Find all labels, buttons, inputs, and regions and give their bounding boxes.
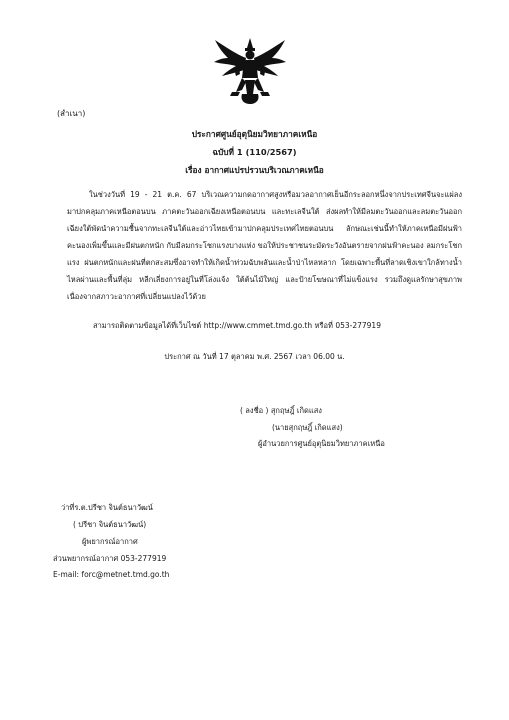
announcement-subject: เรื่อง อากาศแปรปรวนบริเวณภาคเหนือ — [185, 165, 324, 175]
announcement-body: ในช่วงวันที่ 19 - 21 ต.ค. 67 บริเวณความกดอากาศสูงหรือมวลอากาศเย็นอีกระลอกหนึ่งจากประเทศจีนจะแผ่ลงมาปกคลุมภาคเหนือตอนบน ภาคตะวันออกเฉียงเหนือตอนบน และทะเลจีนใต้ ส่งผลทำให้มีลมตะวันออกและลมตะวันออกเฉียงใต้พัดนำความชื้นจากทะเลจีนใต้และอ่าวไทยเข้ามาปกคลุมประเทศไทยตอนบน ลักษณะเช่นนี้ทำให้ภาคเหนือมีฝนฟ้าคะนองเพิ่มขึ้นและมีฝนตกหนัก กับมีลมกระโชกแรงบางแห่ง ขอให้ประชาชนระมัดระวังอันตรายจากฝนฟ้าคะนอง ลมกระโชกแรง ฝนตกหนักและฝนที่ตกสะสมซึ่งอาจทำให้เกิดน้ำท่วมฉับพลันและน้ำป่าไหลหลาก โดยเฉพาะพื้นที่ลาดเชิงเขาใกล้ทางน้ำไหลผ่านและพื้นที่ลุ่ม หลีกเลี่ยงการอยู่ในที่โล่งแจ้ง ใต้ต้นไม้ใหญ่ และป้ายโฆษณาที่ไม่แข็งแรง รวมถึงดูแลรักษาสุขภาพเนื่องจากสภาวะอากาศที่เปลี่ยนแปลงไว้ด้วย — [67, 190, 462, 301]
contact-line: สามารถติดตามข้อมูลได้ที่เว็บไซต์ http://www.cmmet.tmd.go.th หรือที่ 053-277919 — [93, 321, 381, 330]
forecaster-name: ว่าที่ร.ต.ปรีชา จินต์ธนาวัฒน์ — [61, 503, 153, 512]
forecaster-role: ผู้พยากรณ์อากาศ — [82, 537, 138, 546]
forecaster-name-plain: ( ปรีชา จินต์ธนาวัฒน์) — [73, 520, 147, 529]
copy-label: (สำเนา) — [57, 109, 86, 118]
announcement-date: ประกาศ ณ วันที่ 17 ตุลาคม พ.ศ. 2567 เวลา 06.00 น. — [164, 352, 345, 361]
contact-email: E-mail: forc@metnet.tmd.go.th — [53, 570, 170, 579]
forecast-division-phone: ส่วนพยากรณ์อากาศ 053-277919 — [53, 554, 167, 563]
signatory-name: (นายสุกฤษฎิ์ เกิดแสง) — [272, 423, 343, 432]
garuda-emblem-icon — [212, 36, 288, 106]
announcement-title: ประกาศศูนย์อุตุนิยมวิทยาภาคเหนือ — [191, 129, 318, 139]
signatory-title: ผู้อำนวยการศูนย์อุตุนิยมวิทยาภาคเหนือ — [258, 439, 385, 448]
signature-line: ( ลงชื่อ ) สุกฤษฎิ์ เกิดแสง — [240, 406, 322, 415]
announcement-number: ฉบับที่ 1 (110/2567) — [212, 147, 297, 157]
